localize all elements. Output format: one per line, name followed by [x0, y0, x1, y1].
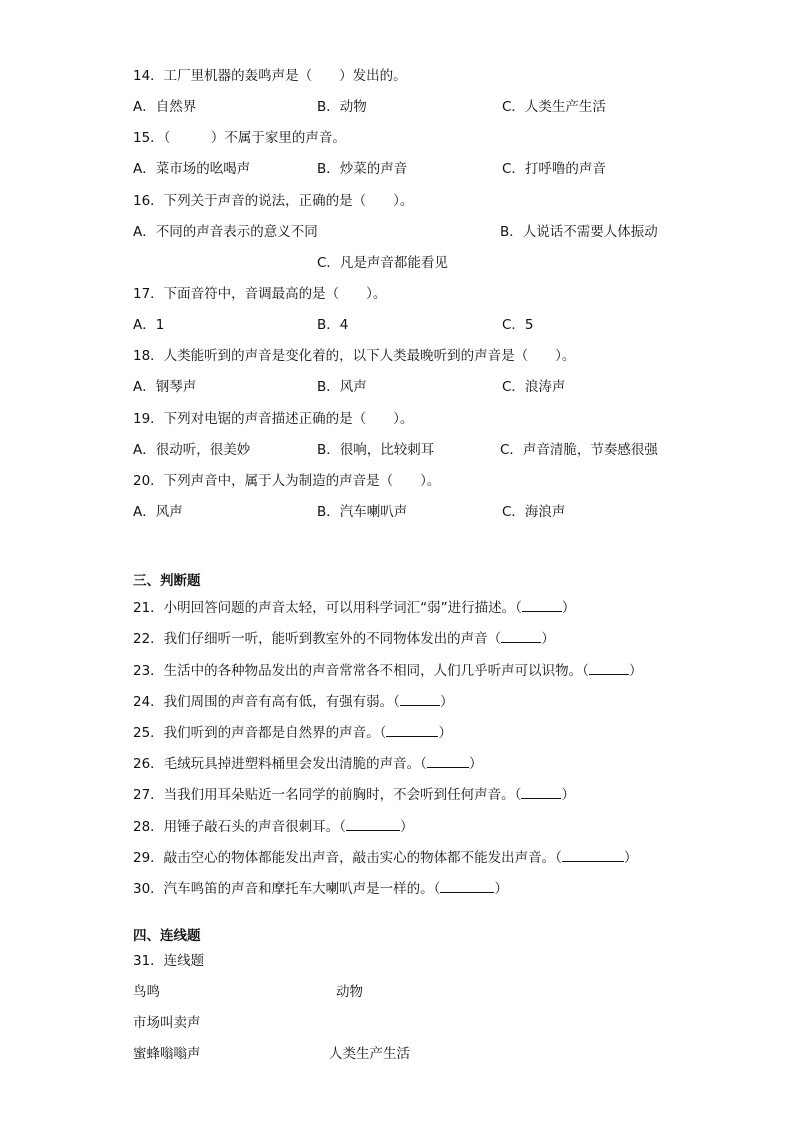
- section-title-matching: 四、连线题: [133, 928, 201, 944]
- match-left-1: 鸟鸣: [133, 984, 160, 1000]
- answer-blank[interactable]: [589, 660, 629, 675]
- question-14: 14．工厂里机器的轰鸣声是（ ）发出的。: [133, 68, 407, 84]
- match-left-3: 蜜蜂嗡嗡声: [133, 1046, 201, 1062]
- question-22: [133, 628, 555, 649]
- q19-option-a: A．很动听，很美妙: [133, 442, 251, 458]
- question-30-text: 30．汽车鸣笛的声音和摩托车大喇叭声是一样的。（: [133, 881, 441, 897]
- q17-option-a: A．1: [133, 317, 165, 333]
- answer-blank[interactable]: [400, 691, 440, 706]
- question-25: [133, 722, 452, 743]
- question-30: [133, 878, 508, 899]
- question-18: 18．人类能听到的声音是变化着的，以下人类最晚听到的声音是（ ）。: [133, 348, 576, 364]
- answer-blank[interactable]: [427, 753, 469, 768]
- q14-option-c: C．人类生产生活: [502, 99, 606, 115]
- answer-blank[interactable]: [521, 784, 561, 799]
- answer-blank[interactable]: [562, 847, 624, 862]
- q15-option-c: C．打呼噜的声音: [502, 161, 606, 177]
- question-23-text: 23．生活中的各种物品发出的声音常常各不相同，人们几乎听声可以识物。（: [133, 663, 589, 679]
- answer-blank[interactable]: [346, 816, 400, 831]
- q19-option-c: C．声音清脆，节奏感很强: [500, 442, 658, 458]
- question-29: [133, 847, 637, 868]
- question-27-text: 27．当我们用耳朵贴近一名同学的前胸时，不会听到任何声音。（: [133, 787, 522, 803]
- q18-option-a: A．钢琴声: [133, 379, 197, 395]
- q20-option-b: B．汽车喇叭声: [317, 504, 408, 520]
- answer-blank[interactable]: [386, 722, 438, 737]
- close-paren: ）: [628, 663, 643, 679]
- q20-option-a: A．风声: [133, 504, 183, 520]
- answer-blank[interactable]: [440, 878, 494, 893]
- question-23: [133, 660, 642, 681]
- question-26-text: 26．毛绒玩具掉进塑料桶里会发出清脆的声音。（: [133, 756, 427, 772]
- q18-option-b: B．风声: [317, 379, 367, 395]
- question-19: 19．下列对电锯的声音描述正确的是（ ）。: [133, 411, 414, 427]
- q15-option-a: A．菜市场的吆喝声: [133, 161, 251, 177]
- q19-option-b: B．很响，比较刺耳: [317, 442, 435, 458]
- close-paren: ）: [561, 600, 576, 616]
- question-22-text: 22．我们仔细听一听，能听到教室外的不同物体发出的声音（: [133, 631, 502, 647]
- close-paren: ）: [438, 725, 452, 741]
- section-title-judgement: 三、判断题: [133, 573, 201, 589]
- question-29-text: 29．敲击空心的物体都能发出声音，敲击实心的物体都不能发出声音。（: [133, 850, 562, 866]
- question-24: [133, 691, 453, 712]
- question-26: [133, 753, 482, 774]
- question-15: 15．（ ）不属于家里的声音。: [133, 130, 346, 146]
- question-21-text: 21．小明回答问题的声音太轻，可以用科学词汇“弱”进行描述。（: [133, 600, 522, 616]
- close-paren: ）: [541, 631, 555, 647]
- q17-option-c: C．5: [502, 317, 534, 333]
- q14-option-a: A．自然界: [133, 99, 197, 115]
- question-28-text: 28．用锤子敲石头的声音很刺耳。（: [133, 819, 346, 835]
- answer-blank[interactable]: [522, 597, 562, 612]
- close-paren: ）: [494, 881, 508, 897]
- q18-option-c: C．浪涛声: [502, 379, 566, 395]
- close-paren: ）: [399, 819, 414, 835]
- q14-option-b: B．动物: [317, 99, 367, 115]
- q16-option-b: B．人说话不需要人体振动: [500, 224, 658, 240]
- question-27: [133, 784, 575, 805]
- q17-option-b: B．4: [317, 317, 349, 333]
- close-paren: ）: [623, 850, 638, 866]
- q20-option-c: C．海浪声: [502, 504, 566, 520]
- q15-option-b: B．炒菜的声音: [317, 161, 408, 177]
- match-right-2: 人类生产生活: [329, 1046, 410, 1062]
- q16-option-a: A．不同的声音表示的意义不同: [133, 224, 318, 240]
- close-paren: ）: [561, 787, 575, 803]
- question-25-text: 25．我们听到的声音都是自然界的声音。（: [133, 725, 387, 741]
- answer-blank[interactable]: [501, 628, 541, 643]
- q16-option-c: C．凡是声音都能看见: [317, 255, 448, 271]
- close-paren: ）: [468, 756, 483, 772]
- match-left-2: 市场叫卖声: [133, 1015, 201, 1031]
- question-31: 31．连线题: [133, 953, 205, 969]
- question-24-text: 24．我们周围的声音有高有低，有强有弱。（: [133, 694, 400, 710]
- question-21: [133, 597, 575, 618]
- match-right-1: 动物: [336, 984, 363, 1000]
- question-20: 20．下列声音中，属于人为制造的声音是（ ）。: [133, 473, 441, 489]
- question-16: 16．下列关于声音的说法，正确的是（ ）。: [133, 193, 414, 209]
- close-paren: ）: [439, 694, 454, 710]
- question-17: 17．下面音符中，音调最高的是（ ）。: [133, 286, 387, 302]
- question-28: [133, 816, 413, 837]
